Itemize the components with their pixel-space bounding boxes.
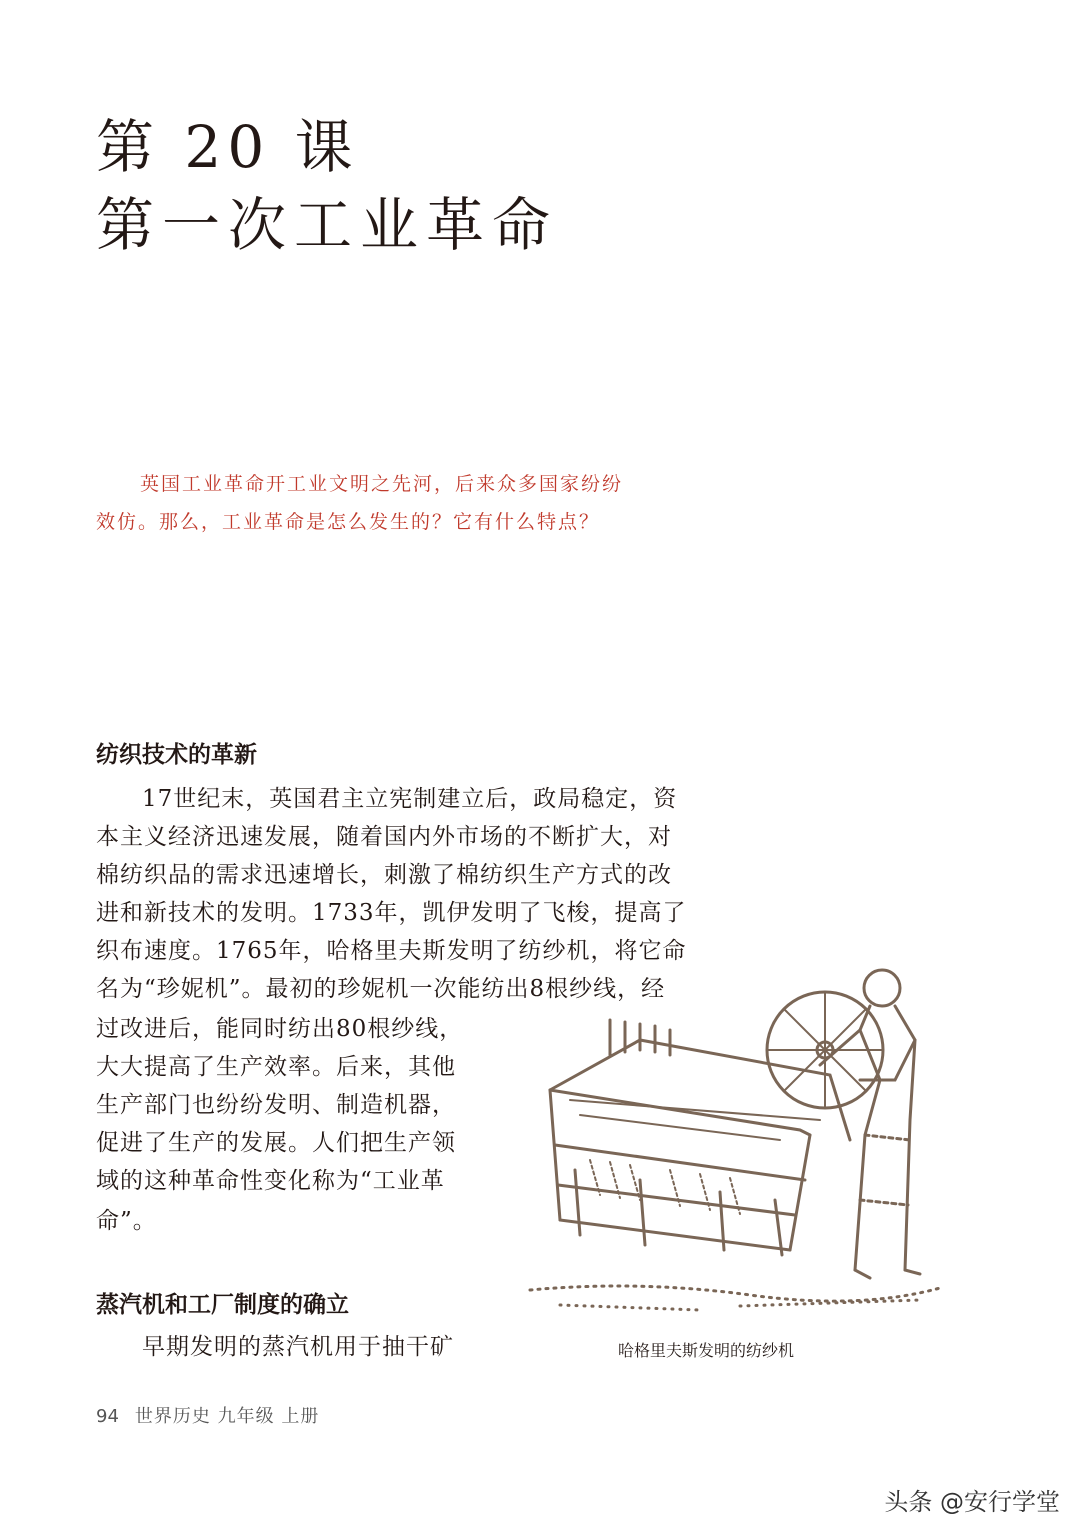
body-line: 本主义经济迅速发展，随着国内外市场的不断扩大，对 bbox=[96, 824, 672, 850]
body-line: 17世纪末，英国君主立宪制建立后，政局稳定，资 bbox=[142, 786, 678, 812]
spinning-jenny-drawing bbox=[520, 960, 950, 1330]
intro-line-2: 效仿。那么，工业革命是怎么发生的？它有什么特点？ bbox=[96, 511, 601, 533]
lesson-title: 第一次工业革命 bbox=[96, 191, 559, 259]
body-line: 命”。 bbox=[96, 1208, 157, 1234]
page-footer bbox=[96, 1402, 319, 1428]
body-line: 进和新技术的发明。1733年，凯伊发明了飞梭，提高了 bbox=[96, 900, 687, 926]
body-line: 域的这种革命性变化称为“工业革 bbox=[96, 1168, 445, 1194]
body-line: 早期发明的蒸汽机用于抽干矿 bbox=[142, 1334, 454, 1360]
body-line: 织布速度。1765年，哈格里夫斯发明了纺纱机，将它命 bbox=[96, 938, 687, 964]
source-watermark: 头条 @安行学堂 bbox=[884, 1488, 1060, 1516]
body-line: 大大提高了生产效率。后来，其他 bbox=[96, 1054, 456, 1080]
body-line: 棉纺织品的需求迅速增长，刺激了棉纺织生产方式的改 bbox=[96, 862, 672, 888]
section-heading-textile: 纺织技术的革新 bbox=[96, 742, 257, 768]
body-line: 过改进后，能同时纺出80根纱线， bbox=[96, 1016, 464, 1042]
section-heading-steam: 蒸汽机和工厂制度的确立 bbox=[96, 1292, 349, 1318]
body-line: 生产部门也纷纷发明、制造机器， bbox=[96, 1092, 456, 1118]
book-title: 世界历史 九年级 上册 bbox=[134, 1406, 320, 1427]
spinning-jenny-illustration bbox=[520, 960, 950, 1330]
figure-caption: 哈格里夫斯发明的纺纱机 bbox=[618, 1341, 795, 1360]
intro-line-1: 英国工业革命开工业文明之先河，后来众多国家纷纷 bbox=[140, 473, 624, 495]
lesson-number: 第 20 课 bbox=[96, 113, 359, 181]
body-line: 促进了生产的发展。人们把生产领 bbox=[96, 1130, 456, 1156]
page-number: 94 bbox=[96, 1406, 119, 1427]
body-line: 名为“珍妮机”。最初的珍妮机一次能纺出8根纱线，经 bbox=[96, 976, 666, 1002]
